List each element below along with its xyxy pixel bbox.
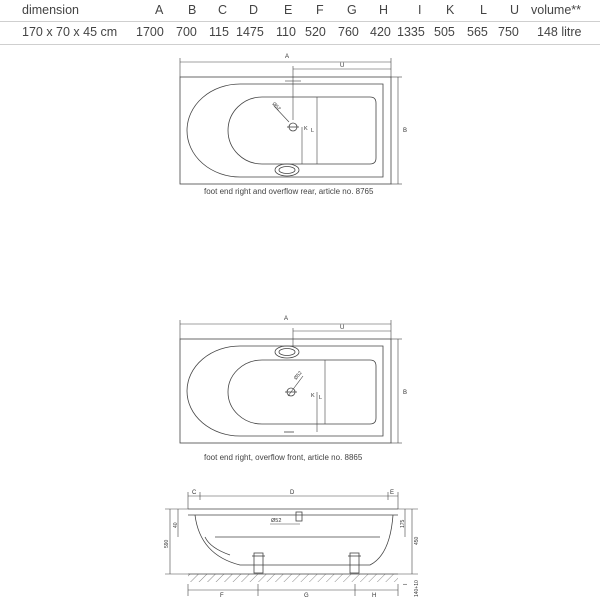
header-l: L (480, 3, 487, 17)
label-l: L (311, 128, 315, 134)
label-40: 40 (173, 522, 179, 528)
label-u-2: U (340, 325, 345, 331)
header-a: A (155, 3, 164, 17)
value-g: 760 (338, 25, 359, 39)
label-a: A (285, 54, 290, 60)
header-c: C (218, 3, 228, 17)
floor-hatch (188, 574, 398, 582)
header-d: D (249, 3, 259, 17)
label-i: I (403, 583, 409, 585)
label-b-2: B (403, 390, 408, 396)
value-l: 565 (467, 25, 488, 39)
caption-article-8865: foot end right, overflow front, article no. 8865 (204, 453, 363, 462)
value-c: 115 (209, 25, 229, 39)
label-k-2: K (311, 393, 315, 399)
label-590: 590 (164, 539, 170, 548)
label-140: 140+10 (414, 580, 420, 597)
label-u: U (340, 63, 345, 69)
label-diameter-side: Ø52 (271, 518, 282, 524)
label-e: E (390, 490, 395, 496)
value-f: 520 (305, 25, 326, 39)
value-i: 1335 (397, 25, 425, 39)
header-b: B (188, 3, 197, 17)
value-volume: 148 litre (537, 25, 582, 39)
label-l-2: L (319, 395, 323, 401)
header-volume: volume** (531, 3, 582, 17)
value-h: 420 (370, 25, 391, 39)
value-a: 1700 (136, 25, 164, 39)
header-g: G (347, 3, 357, 17)
label-f: F (220, 593, 224, 599)
label-diameter-2: Ø52 (292, 370, 304, 382)
label-h: H (372, 593, 377, 599)
header-i: I (418, 3, 422, 17)
header-f: F (316, 3, 324, 17)
label-a-2: A (284, 316, 289, 322)
header-u: U (510, 3, 520, 17)
label-g: G (304, 593, 309, 599)
header-k: K (446, 3, 455, 17)
label-diameter: Ø52 (270, 101, 282, 113)
header-dimension: dimension (22, 3, 79, 17)
value-b: 700 (176, 25, 197, 39)
label-d: D (290, 490, 295, 496)
label-b: B (403, 128, 408, 134)
header-e: E (284, 3, 293, 17)
value-u: 750 (498, 25, 519, 39)
label-450: 450 (414, 536, 420, 545)
header-h: H (379, 3, 389, 17)
label-c: C (192, 490, 197, 496)
value-e: 110 (276, 25, 296, 39)
value-dimension: 170 x 70 x 45 cm (22, 25, 118, 39)
tub-body-profile (195, 515, 393, 565)
value-k: 505 (434, 25, 455, 39)
label-k: K (304, 126, 308, 132)
label-175: 175 (400, 519, 406, 528)
value-d: 1475 (236, 25, 264, 39)
caption-article-8765: foot end right and overflow rear, article no. 8765 (204, 187, 374, 196)
